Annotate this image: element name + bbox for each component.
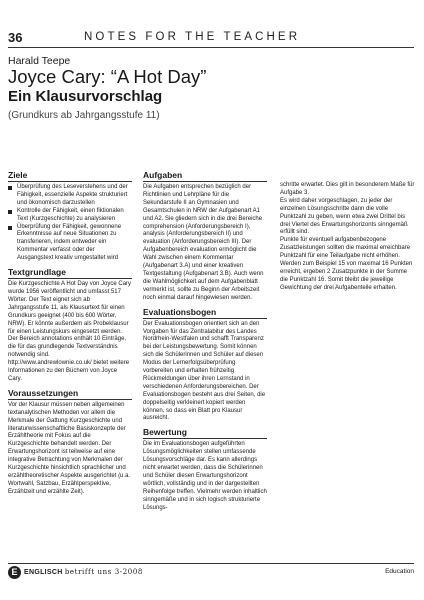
section-heading-textgrundlage: Textgrundlage [8, 267, 66, 278]
list-item: Überprüfung der Fähigkeit, gewonnene Erkenntnisse auf neue Situationen zu transferieren, indem entweder ein Kommentar verfasst oder der Ausgangstext kreativ umgestaltet wird [8, 224, 132, 264]
magazine-title: ENGLISCH [24, 569, 63, 576]
paragraph: Die im Evaluationsbogen aufgeführten Lösungsmöglichkeiten stellen umfassende Lösungsvorschläge dar. Es kann allerdings nicht erwartet werden, dass die Schülerinnen und Schüler diesen Erwartungshorizont wörtlich, vollständig und in der dargestellten Reihenfolge treffen. Vielmehr werden inhaltlich sinngemäße und in sich logisch strukturierte Lösungs- [143, 441, 267, 511]
footer [8, 566, 414, 580]
list-item: Kontrolle der Fähigkeit, einen fiktionalen Text (Kurzgeschichte) zu analysieren [8, 208, 132, 224]
section-heading-bewertung: Bewertung [143, 427, 187, 438]
bullet-square-icon [8, 210, 12, 214]
paragraph: Punkte für eventuell aufgabenbezogene Zusatzleistungen sollten die maximal erreichbare Punktzahl für eine Teilaufgabe nicht erhöhen. Werden zum Beispiel 15 von maximal 16 Punkten erreicht, ergeben 2 Zusatzpunkte in der Summe die Punktzahl 16. Somit bleibt die jeweilige Gewichtung der drei Aufgabenteile erhalten. [280, 237, 413, 291]
paragraph: Vor der Klausur müssen neben allgemeinen textanalytischen Methoden vor allem die Merkmale der Gattung Kurzgeschichte und literaturwissenschaftliche Basiskonzepte der Erzähltheorie mit Fokus auf die Kurzgeschichte behandelt werden. Der Erwartungshorizont ist teilweise auf eine integrative Betrachtung von Merkmalen der Kurzgeschichte hinsichtlich sprachlicher und erzähltheoretischer Aspekte ausgerichtet (u.a. Wortwahl, Satzbau, Erzählperspektive, Erzählzeit und erzählte Zeit). [8, 401, 131, 495]
section-rule [143, 318, 267, 319]
header-rule [8, 47, 414, 48]
section-heading-evaluationsbogen: Evaluationsbogen [143, 306, 217, 317]
grade-level: (Grundkurs ab Jahrgangsstufe 11) [8, 110, 160, 121]
section-rule [8, 181, 132, 182]
section-heading-voraussetzungen: Voraussetzungen [8, 387, 79, 398]
section-rule [143, 181, 267, 182]
magazine-name [24, 568, 143, 576]
article-subtitle: Ein Klausurvorschlag [8, 88, 163, 105]
column-left [8, 170, 132, 497]
article-title: Joyce Cary: “A Hot Day” [8, 66, 207, 87]
section-rule [8, 399, 132, 400]
page-number: 36 [8, 30, 23, 45]
section-heading-aufgaben: Aufgaben [143, 170, 183, 180]
paragraph: Die Kurzgeschichte A Hot Day von Joyce Cary wurde 1956 veröffentlicht und umfasst 517 Wörter. Der Text eignet sich ab Jahrgangsstufe 11, als Klausurtext für einen Grundkurs geeignet (400 bis 600 Wörter, NRW). Er könnte außerdem als Probeklausur für einen Leistungskurs eingesetzt werden. Der Bereich annotations enthält 10 Einträge, die für das grundlegende Textverständnis notwendig sind. [8, 281, 132, 359]
section-label: Education [385, 568, 414, 575]
paragraph: Es wird daher vorgeschlagen, zu jeder der einzelnen Lösungsschritte dann die volle Punktzahl zu geben, wenn etwa zwei Drittel bis drei Viertel des Erwartungshorizonts sinngemäß erfüllt sind. [280, 197, 408, 236]
column-right [280, 182, 416, 293]
bullet-square-icon [8, 186, 12, 190]
author: Harald Teepe [8, 55, 71, 67]
section-heading-ziele: Ziele [8, 170, 28, 180]
column-middle [143, 170, 267, 513]
magazine-logo-icon: E [8, 566, 21, 579]
list-item: Überprüfung des Leseverstehens und der Fähigkeit, essenzielle Aspekte strukturiert und ökonomisch darzustellen [8, 184, 132, 208]
running-title: NOTES FOR THE TEACHER [84, 31, 301, 43]
magazine-issue: betrifft uns 3-2008 [64, 568, 143, 576]
ziele-list [8, 184, 132, 263]
bullet-square-icon [8, 226, 12, 230]
paragraph: schritte erwartet. Dies gilt in besonderem Maße für Aufgabe 3. [280, 182, 415, 196]
paragraph: Der Evaluationsbogen orientiert sich an den Vorgaben für das Zentralabitur des Landes Nordrhein-Westfalen und schafft Transparenz bei der Leistungsbewertung. Somit können sich die Schülerinnen und Schüler auf diesen Modus der Lernerfolgsüberprüfung vorbereiten und erhalten frühzeitig Rückmeldungen über ihren Lernstand in verschiedenen Anforderungsbereichen. Der Evaluationsbogen besteht aus drei Seiten, die doppelseitig verkleinert kopiert werden können, so dass ein Blatt pro Klausur ausreicht. [143, 320, 266, 422]
paragraph-link: http://www.andrewlownie.co.uk/ bietet weitere Informationen zu den Büchern von Joyce Cary. [8, 360, 130, 382]
section-rule [8, 278, 132, 279]
section-rule [143, 438, 267, 439]
paragraph: Die Aufgaben entsprechen bezüglich der Richtlinien und Lehrpläne für die Sekundarstufe II an Gymnasien und Gesamtschulen in NRW der Aufgabenart A1 und A2. Sie gliedern sich in die drei Bereiche comprehension (Anforderungsbereich I), analysis (Anforderungsbereich II) und evaluation (Anforderungsbereich III). Der Aufgabenbereich evaluation ermöglicht die Wahl zwischen einem Kommentar (Aufgabenart 3.A) und einer kreativen Textgestaltung (Aufgabenart 3.B). Auch wenn die Wahlmöglichkeit auf dem Aufgabenblatt vermerkt ist, sollte zu Beginn der Arbeitszeit noch einmal darauf hingewiesen werden. [143, 184, 264, 301]
footer-rule [8, 563, 414, 564]
